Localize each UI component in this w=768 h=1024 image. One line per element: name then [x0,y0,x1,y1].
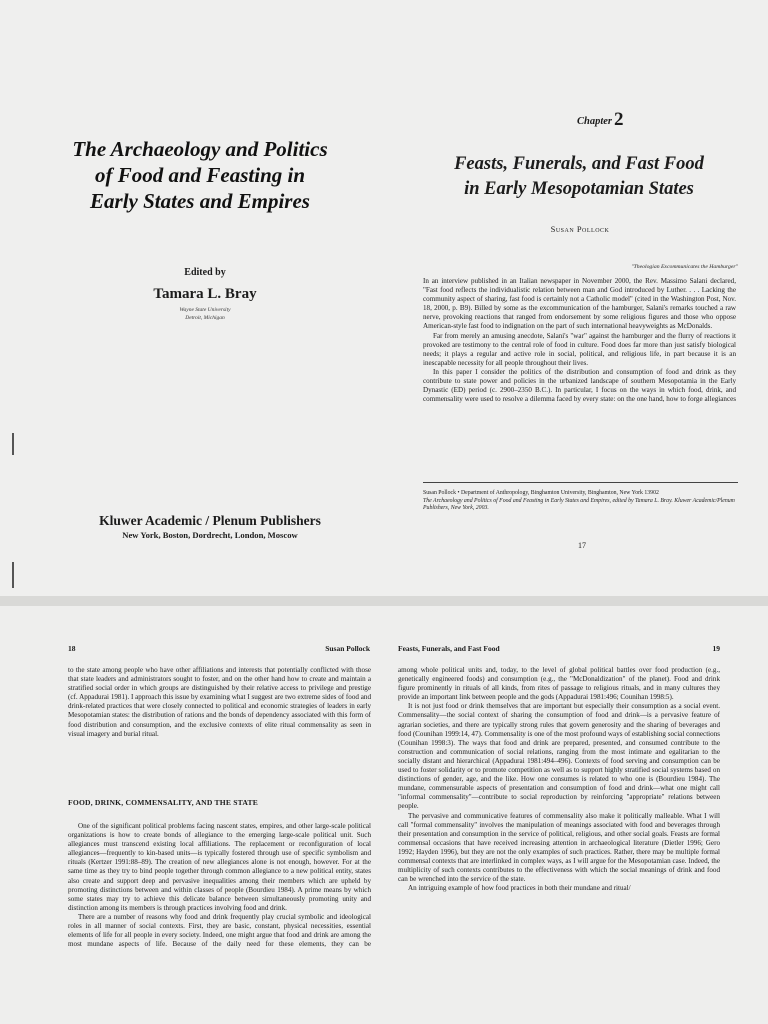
section-heading: FOOD, DRINK, COMMENSALITY, AND THE STATE [68,798,258,807]
footnote-divider [423,482,738,483]
body-paragraph: In this paper I consider the politics of the distribution and consumption of food and drink as they contribute to state power and policies in the urbanized landscape of southern Mesopotamia in the Early Dynastic (ED) period (c. 2900–2350 B.C.). In particular, I focus on the ways in which food, drink, and commensality were used to resolve a dilemma faced by every state: on the one hand, how to forge allegiances [423,367,736,404]
chapter-body-text [423,277,736,404]
body-paragraph: One of the significant political problems facing nascent states, empires, and other large-scale political organizations is how to create bonds of allegiance to the emerging large-scale political unit. Such allegiances must transcend existing local affiliations. The replacement or reconfiguration of local allegiances—frequently to kin-based units—is typically fostered through use of specific symbolism and rituals (Kertzer 1991:88–89). The creation of new allegiances alone is not enough, however. For at the same time as they try to bind people together through common allegiance to a new political entity, states also create and support deep and pervasive inequalities among their members which are upheld by promoting distinctions between and within classes of people (Bourdieu 1984). A prime means by which some states may try to achieve this delicate balance between simultaneously promoting unity and distinction among its members is through practices involving food and drink. [68,822,371,912]
publisher-cities: New York, Boston, Dordrecht, London, Moscow [122,530,298,540]
body-paragraph: Far from merely an amusing anecdote, Salani's "war" against the hamburger and the flurry of reactions it provoked are testimony to the central role of food in culture. Food does far more than just satisfy biological needs; it plays a regular and active role in social, political, and religious life, in part because it is an inescapable necessity for all people throughout their lives. [423,331,736,367]
running-head: Feasts, Funerals, and Fast Food [398,644,500,653]
body-paragraph: The pervasive and communicative features of commensality also make it politically malleable. What I will call "formal commensality" involves the manipulation of meanings associated with food and beverages through their presentation and consumption in the service of political, religious, and other social goals. Feasts are formal commensal occasions that have received increasing attention in archaeological literature (Dietler 1996; Gero 1992; Hayden 1996), but they are not the only examples of such practices. Rather, there may be multiple formal commensal contexts that are interlinked in complex ways, as I will argue for the Mesopotamian case. Indeed, the multiplicity of such contexts contributes to the effectiveness with which the social meanings of drink and food can be wrenched into the service of the state. [398,811,720,884]
chapter-title: Feasts, Funerals, and Fast Food in Early Mesopotamian States [454,154,704,199]
page-edge-mark [12,562,14,588]
edited-by-label: Edited by [184,267,226,278]
page-19-text [398,666,720,893]
chapter-author: Susan Pollock [550,224,610,234]
chapter-epigraph: "Theologian Excommunicates the Hamburger" [631,264,738,270]
body-paragraph: to the state among people who have other affiliations and interests that potentially conflicted with those that state leaders and administrators sought to foster, and on the other hand how to create and maintain a stratified social order in which groups are distinguished by their relative access to privilege and prestige (cf. Appadurai 1981). I approach this issue by examining what I suggest are two extreme sides of food and drink-related practices that were closely connected to political and economic strategies of leaders in early Mesopotamian states: the distribution of rations and the bonds of dependency associated with this form of food distribution and consumption, and the exclusive contexts of elite ritual commensality as seen in visual imagery and burial ritual. [68,666,371,738]
page-number: 17 [578,541,586,550]
page-number: 19 [712,644,720,653]
body-paragraph: There are a number of reasons why food and drink frequently play crucial symbolic and ideological roles in all manner of social contexts. First, they are basic, constant, physical necessities, essential elements of life for all people in every society. Indeed, one might argue that food and drink are among the most mundane aspects of life. Because of the daily need for these elements, they can be [68,912,371,949]
spread-gap [0,596,768,606]
body-paragraph: It is not just food or drink themselves that are important but especially their consumption as a social event. Commensality—the social context of sharing the consumption of food and drink—is a pervasive feature of agrarian societies, and there are typically strong rules that govern generosity and the sharing of beverages and food (Counihan 1999:14, 47). Commensality is one of the most profound ways of establishing social connections (Counihan 1998:3). The ways that food and drink are prepared, presented, and consumed contribute to the construction and communication of social relations, ranging from the most intimate and egalitarian to the socially distant and hierarchical (Appadurai 1981:494–496). Contexts of food serving and consumption can be used to foster solidarity or to promote competition as well as to support highly stratified social systems based on distinctions of gender, age, and the like. How one consumes is related to who one is (Bourdieu 1984). The mundane, commensurable aspects of presentation and consumption of food and drink—what one might call "informal commensality"—contribute to social reproduction by reinforcing "appropriate" relations between people. [398,702,720,811]
chapter-label: Chapter [576,116,612,127]
book-title: The Archaeology and Politics of Food and Feasting in Early States and Empires [72,137,328,213]
body-paragraph: In an interview published in an Italian newspaper in November 2000, the Rev. Massimo Salani declared, "Fast food reflects the individualistic relation between man and God introduced by Luther. . . . Lacking the community aspect of sharing, fast food is certainly not a Catholic model" (cited in the Washington Post, Nov. 18, 2000, p. B9). Billed by some as the excommunication of the hamburger, Salani's remarks touched a raw nerve, provoking reactions that ranged from endorsement by some religious figures and those who oppose American-style fast food to indignation on the part of such international heavyweights as McDonalds. [423,277,736,331]
running-head: Susan Pollock [325,644,370,653]
publisher-name: Kluwer Academic / Plenum Publishers [99,513,321,528]
body-paragraph: An intriguing example of how food practices in both their mundane and ritual/ [408,884,631,893]
page-18-intro [68,666,371,739]
page-edge-mark [12,433,14,455]
footnote-affiliation: Susan Pollock • Department of Anthropology, Binghamton University, Binghamton, New York 13902 [423,490,659,496]
footnote-citation: The Archaeology and Politics of Food and Feasting in Early States and Empires, edited by Tamara L. Bray. Kluwer Academic/Plenum Publishers, New York, 2003. [423,497,735,512]
chapter-number: 2 [614,109,624,130]
editor-affiliation: Wayne State University Detroit, Michigan [179,307,231,321]
body-paragraph: among whole political units and, today, to the level of global political battles over food production (e.g., genetically engineered foods) and consumption (e.g., the "McDonaldization" of the planet). Food and drink figure prominently in rituals of all kinds, from rites of passage to religious rituals, and in many cultures they provide an important link between people and the gods (Appadurai 1981:496; Counihan 1998:5). [398,666,720,702]
page-number: 18 [68,644,76,653]
page-18-section-text [68,822,371,949]
chapter-footnote [423,490,738,513]
editor-name: Tamara L. Bray [153,286,257,302]
